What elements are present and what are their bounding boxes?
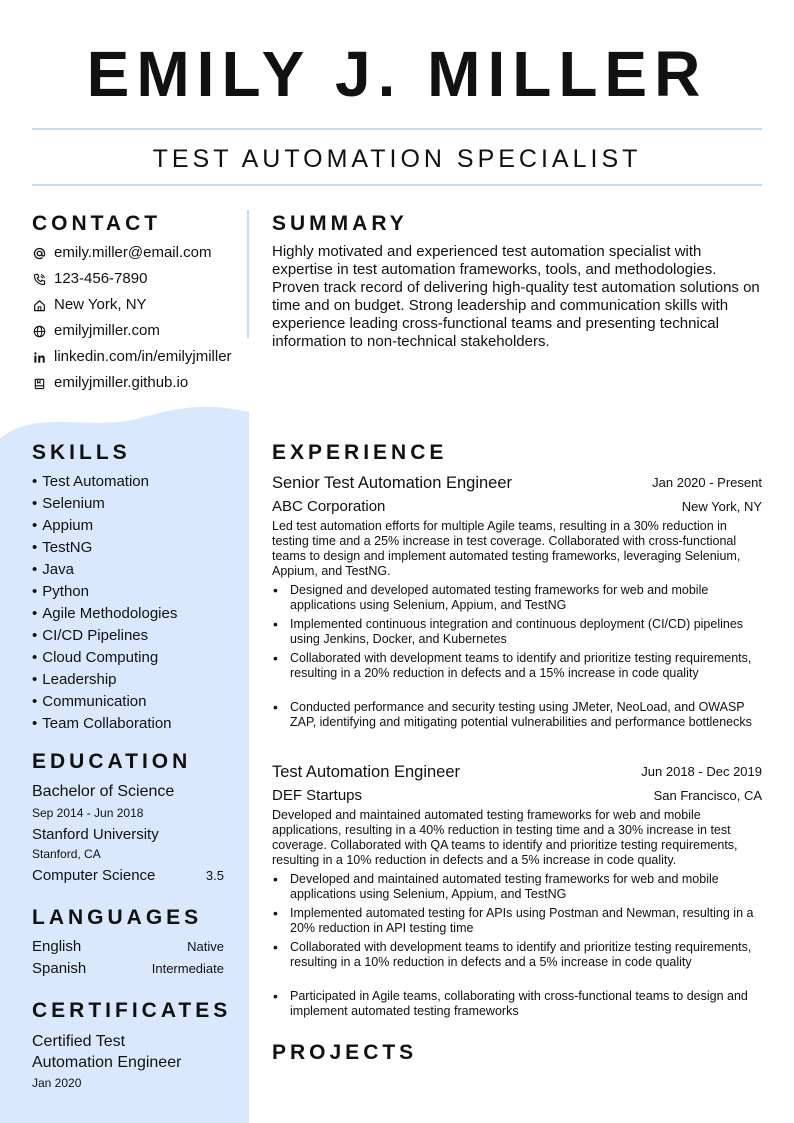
certificate-name-line1: Certified Test <box>32 1033 126 1050</box>
home-icon <box>32 298 46 312</box>
education-dates: Sep 2014 - Jun 2018 <box>32 806 144 820</box>
contact-location <box>32 295 247 315</box>
contact-email[interactable] <box>32 243 247 263</box>
education-degree: Bachelor of Science <box>32 783 175 800</box>
job-bullet-text: Participated in Agile teams, collaborating with cross-functional teams to design and implement automated testing frameworks <box>290 989 748 1018</box>
education-field: Computer Science <box>32 867 156 884</box>
language-name: Spanish <box>32 960 87 977</box>
language-name: English <box>32 938 82 955</box>
skill-item: • TestNG <box>32 538 232 558</box>
contact-github-text: emilyjmiller.github.io <box>54 374 189 391</box>
github-icon <box>32 376 46 390</box>
job-bullet: • Designed and developed automated testing frameworks for web and mobile applications using Selenium, Appium, and TestNG <box>272 583 762 613</box>
skill-item: • Communication <box>32 692 232 712</box>
job-bullet: • Collaborated with development teams to identify and prioritize testing requirements, resulting in a 10% reduction in defects and a 5% increase in code quality <box>272 940 762 970</box>
job-title: TEST AUTOMATION SPECIALIST <box>152 145 642 173</box>
job-title: Test Automation Engineer <box>272 763 461 781</box>
job-bullet-text: Implemented automated testing for APIs using Postman and Newman, resulting in a 20% reduction in API testing time <box>290 906 754 935</box>
education-heading: EDUCATION <box>32 750 192 773</box>
skill-item: • Leadership <box>32 670 232 690</box>
contact-website-text: emilyjmiller.com <box>54 322 160 339</box>
contact-linkedin-text: linkedin.com/in/emilyjmiller <box>54 348 232 365</box>
experience-heading: EXPERIENCE <box>272 441 448 464</box>
job-bullet-text: Collaborated with development teams to identify and prioritize testing requirements, resulting in a 20% reduction in defects and a 15% increase in code quality <box>290 651 752 680</box>
linkedin-icon <box>32 350 46 364</box>
column-divider <box>247 210 249 338</box>
contact-phone-text: 123-456-7890 <box>54 270 148 287</box>
job-company: ABC Corporation <box>272 498 386 515</box>
job-dates: Jan 2020 - Present <box>652 475 762 490</box>
skill-item: • CI/CD Pipelines <box>32 626 232 646</box>
at-icon <box>32 246 46 260</box>
contact-website[interactable] <box>32 321 247 341</box>
job-bullet: • Participated in Agile teams, collaborating with cross-functional teams to design and implement automated testing frameworks <box>272 989 762 1019</box>
skill-item: • Cloud Computing <box>32 648 232 668</box>
language-level: Intermediate <box>151 961 224 976</box>
job-dates: Jun 2018 - Dec 2019 <box>641 764 762 779</box>
skill-item: • Selenium <box>32 494 232 514</box>
candidate-name: EMILY J. MILLER <box>86 38 708 110</box>
education-gpa: 3.5 <box>205 868 224 883</box>
job-description: Developed and maintained automated testing frameworks for web and mobile applications, resulting in a 40% reduction in testing time and a 30% increase in test coverage. Collaborated with QA teams to identify and prioritize testing requirements, resulting in a 10% reduction in defects and a 5% increase in code quality. <box>272 808 738 867</box>
job-bullet-text: Implemented continuous integration and continuous deployment (CI/CD) pipelines using Jenkins, Docker, and Kubernetes <box>290 617 744 646</box>
education-location: Stanford, CA <box>32 847 101 861</box>
header-bottom-rule <box>32 184 762 186</box>
certificates-heading: CERTIFICATES <box>32 999 232 1022</box>
skill-item: • Team Collaboration <box>32 714 232 734</box>
skill-item: • Test Automation <box>32 472 232 492</box>
languages-heading: LANGUAGES <box>32 906 203 929</box>
contact-phone[interactable] <box>32 269 247 289</box>
job-bullet: • Developed and maintained automated testing frameworks for web and mobile applications using Selenium, Appium, and TestNG <box>272 872 762 902</box>
contact-email-text: emily.miller@email.com <box>54 244 212 261</box>
job-company: DEF Startups <box>272 787 363 804</box>
job-location: San Francisco, CA <box>653 788 762 803</box>
globe-icon <box>32 324 46 338</box>
job-bullet: • Collaborated with development teams to identify and prioritize testing requirements, resulting in a 20% reduction in defects and a 15% increase in code quality <box>272 651 762 681</box>
job-location: New York, NY <box>681 499 762 514</box>
header-top-rule <box>32 128 762 130</box>
phone-icon <box>32 272 46 286</box>
education-school: Stanford University <box>32 826 159 843</box>
job-bullet-text: Collaborated with development teams to identify and prioritize testing requirements, resulting in a 10% reduction in defects and a 5% increase in code quality <box>290 940 752 969</box>
skill-item: • Appium <box>32 516 232 536</box>
job-bullet: • Implemented automated testing for APIs using Postman and Newman, resulting in a 20% reduction in API testing time <box>272 906 762 936</box>
contact-github[interactable] <box>32 373 247 393</box>
job-title: Senior Test Automation Engineer <box>272 474 513 492</box>
summary-text: Highly motivated and experienced test automation specialist with expertise in test automation frameworks, tools, and methodologies. Proven track record of delivering high-quality test automation solutions on time and on budget. Strong leadership and communication skills with experience leading cross-functional teams and presenting technical information to non-technical stakeholders. <box>272 243 760 350</box>
job-bullet-text: Designed and developed automated testing frameworks for web and mobile applications using Selenium, Appium, and TestNG <box>290 583 709 612</box>
contact-heading: CONTACT <box>32 212 162 235</box>
skill-item: • Python <box>32 582 232 602</box>
job-bullet: • Conducted performance and security testing using JMeter, NeoLoad, and OWASP ZAP, identifying and mitigating potential vulnerabilities and performance bottlenecks <box>272 700 762 730</box>
job-bullet-text: Conducted performance and security testing using JMeter, NeoLoad, and OWASP ZAP, identifying and mitigating potential vulnerabilities and performance bottlenecks <box>290 700 752 729</box>
job-description: Led test automation efforts for multiple Agile teams, resulting in a 30% reduction in testing time and a 25% increase in test coverage. Collaborated with cross-functional teams to design and implement automated testing frameworks, leveraging Selenium, Appium, and TestNG. <box>272 519 741 578</box>
job-bullet: • Implemented continuous integration and continuous deployment (CI/CD) pipelines using Jenkins, Docker, and Kubernetes <box>272 617 762 647</box>
certificate-name-line2: Automation Engineer <box>32 1054 182 1071</box>
contact-linkedin[interactable] <box>32 347 247 367</box>
skills-heading: SKILLS <box>32 441 131 464</box>
skill-item: • Agile Methodologies <box>32 604 232 624</box>
projects-heading: PROJECTS <box>272 1041 418 1064</box>
contact-location-text: New York, NY <box>54 296 147 313</box>
language-level: Native <box>187 939 224 954</box>
summary-heading: SUMMARY <box>272 212 408 235</box>
certificate-date: Jan 2020 <box>32 1076 82 1090</box>
job-bullet-text: Developed and maintained automated testing frameworks for web and mobile applications using Selenium, Appium, and TestNG <box>290 872 719 901</box>
skill-item: • Java <box>32 560 232 580</box>
